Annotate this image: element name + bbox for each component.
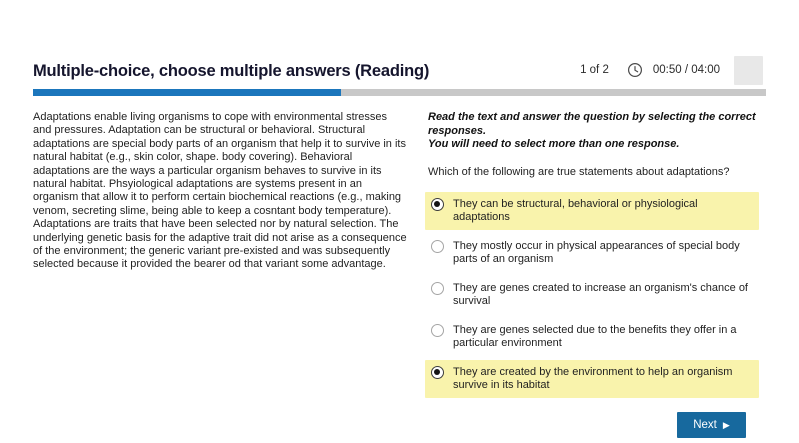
option-row[interactable] — [425, 234, 759, 272]
option-row[interactable] — [425, 192, 759, 230]
next-button-row — [425, 412, 759, 438]
instructions-line-1: Read the text and answer the question by selecting the correct responses. — [428, 111, 756, 137]
option-row[interactable] — [425, 360, 759, 398]
radio-button-icon[interactable] — [431, 240, 444, 253]
header-placeholder-square — [734, 56, 763, 85]
instructions — [428, 111, 759, 152]
reading-passage: Adaptations enable living organisms to cope with environmental stresses and pressures. Adaptation can be structural or behavioral. Structural adaptations are special body parts of an organism that help it to survive in its natural habitat (e.g., skin color, shape. body covering). Behavioral adaptations are the ways a particular organism behaves to survive in its natural habitat. Phsyiological adaptations are systems present in an organism that allow it to perform certain biochemical reactions (e.g., making venom, secreting slime, being able to keep a cosntant body temperature). Adaptations are traits that have been selected nor by natural selection. The underlying genetic basis for the adaptive trait did not arise as a consequence of the environment; the generic variant pre-existed and was subsequently selected because it provided the bearer od that variant some advantage. — [33, 111, 407, 271]
option-label: They can be structural, behavioral or physiological adaptations — [453, 198, 698, 223]
radio-button-icon[interactable] — [431, 198, 444, 211]
progress-bar — [33, 89, 766, 96]
option-row[interactable] — [425, 318, 759, 356]
instructions-line-2: You will need to select more than one response. — [428, 138, 680, 150]
options-list — [425, 192, 759, 398]
option-label: They mostly occur in physical appearances of special body parts of an organism — [453, 240, 740, 265]
radio-button-icon[interactable] — [431, 366, 444, 379]
next-arrow-icon: ▶ — [722, 419, 730, 430]
option-label: They are genes selected due to the benefits they offer in a particular environment — [453, 324, 737, 349]
radio-button-icon[interactable] — [431, 324, 444, 337]
radio-button-icon[interactable] — [431, 282, 444, 295]
clock-icon — [627, 62, 643, 78]
next-button[interactable] — [677, 412, 746, 438]
option-label: They are genes created to increase an organism's chance of survival — [453, 282, 748, 307]
next-button-label: Next — [693, 419, 717, 431]
progress-bar-fill — [33, 89, 341, 96]
question-counter: 1 of 2 — [580, 64, 609, 76]
option-label: They are created by the environment to help an organism survive in its habitat — [453, 366, 733, 391]
header-status-cluster — [580, 55, 763, 85]
question-panel — [425, 111, 759, 438]
question-text: Which of the following are true statements about adaptations? — [428, 165, 730, 178]
timer-text: 00:50 / 04:00 — [652, 64, 720, 76]
option-row[interactable] — [425, 276, 759, 314]
page-title: Multiple-choice, choose multiple answers (Reading) — [33, 62, 430, 80]
